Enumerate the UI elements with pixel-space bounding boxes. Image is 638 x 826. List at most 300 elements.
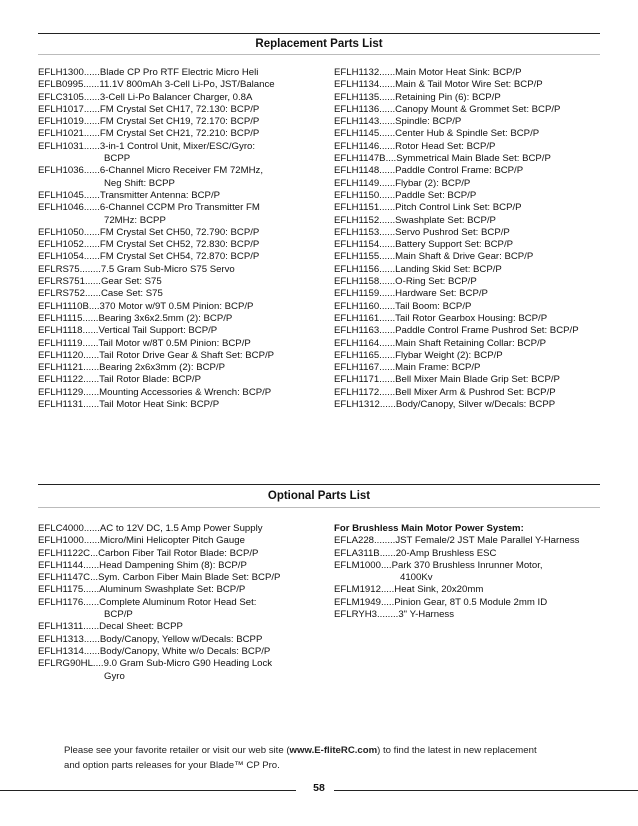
- part-number: EFLH1122: [38, 374, 84, 386]
- part-description: Pitch Control Link Set: BCP/P: [395, 202, 522, 214]
- section-bottom-rule: [38, 54, 600, 55]
- leader-dots: ......: [84, 288, 101, 300]
- leader-dots: ....: [88, 300, 100, 312]
- leader-dots: ......: [83, 165, 100, 177]
- leader-dots: ......: [83, 584, 100, 596]
- part-row: [334, 264, 604, 276]
- part-row: [334, 609, 604, 621]
- part-description: JST Female/2 JST Male Parallel Y-Harness: [395, 535, 580, 547]
- part-description: Main Frame: BCP/P: [395, 362, 481, 374]
- part-row: [38, 646, 328, 658]
- leader-dots: ....: [380, 559, 392, 571]
- part-row: [38, 301, 328, 313]
- part-description: 7.5 Gram Sub-Micro S75 Servo: [100, 263, 235, 275]
- leader-dots: ......: [82, 337, 99, 349]
- part-description: FM Crystal Set CH19, 72.170: BCP/P: [99, 116, 260, 128]
- part-row: [38, 338, 328, 350]
- part-number: EFLH1110B: [38, 300, 89, 312]
- part-row: [38, 560, 328, 572]
- part-row: [334, 288, 604, 300]
- leader-dots: ......: [83, 645, 100, 657]
- leader-dots: ......: [379, 263, 396, 275]
- part-number: EFLH1176: [38, 596, 84, 608]
- part-row: [334, 92, 604, 104]
- part-row: [38, 227, 328, 239]
- part-row: [38, 165, 328, 177]
- leader-dots: ....: [92, 658, 104, 670]
- part-number: EFLC3105: [38, 91, 84, 103]
- part-description: Tail Motor w/8T 0.5M Pinion: BCP/P: [98, 337, 251, 349]
- part-number: EFLH1161: [334, 312, 380, 324]
- part-description: Micro/Mini Helicopter Pitch Gauge: [99, 535, 245, 547]
- part-description: Body/Canopy, Silver w/Decals: BCPP: [395, 399, 556, 411]
- part-description: Bell Mixer Main Blade Grip Set: BCP/P: [395, 374, 560, 386]
- leader-dots: ......: [379, 202, 396, 214]
- part-number: EFLRS75: [38, 263, 80, 275]
- part-description: Tail Boom: BCP/P: [395, 300, 472, 312]
- leader-dots: ......: [83, 374, 100, 386]
- part-row: [38, 350, 328, 362]
- part-row: [38, 362, 328, 374]
- part-number: EFLH1155: [334, 251, 380, 263]
- part-row: [334, 597, 604, 609]
- part-row: [334, 584, 604, 596]
- part-description: Landing Skid Set: BCP/P: [395, 263, 502, 275]
- part-number: EFLH1115: [38, 312, 83, 324]
- leader-dots: ........: [374, 535, 396, 547]
- leader-dots: ......: [379, 547, 396, 559]
- optional-parts-title: Optional Parts List: [267, 490, 371, 502]
- footer-text-before: Please see your favorite retailer or visit our web site (: [64, 745, 290, 756]
- part-number: EFLH1000: [38, 535, 84, 547]
- section-top-rule: [38, 484, 600, 485]
- replacement-parts-title: Replacement Parts List: [255, 38, 383, 50]
- part-row: [334, 104, 604, 116]
- part-number: EFLH1311: [38, 621, 84, 633]
- part-description: Servo Pushrod Set: BCP/P: [395, 226, 510, 238]
- part-description: Mounting Accessories & Wrench: BCP/P: [99, 386, 272, 398]
- leader-dots: ......: [83, 349, 100, 361]
- part-description: Paddle Set: BCP/P: [395, 189, 477, 201]
- part-number: EFLH1119: [38, 337, 83, 349]
- part-number: EFLH1118: [38, 325, 83, 337]
- leader-dots: ......: [379, 91, 396, 103]
- part-number: EFLH1167: [334, 362, 380, 374]
- part-row: [38, 658, 328, 670]
- part-number: EFLH1036: [38, 165, 84, 177]
- part-number: EFLH1149: [334, 177, 380, 189]
- part-row: [334, 79, 604, 91]
- leader-dots: ......: [379, 251, 396, 263]
- leader-dots: ......: [379, 300, 396, 312]
- part-number: EFLH1045: [38, 189, 84, 201]
- leader-dots: ......: [83, 362, 100, 374]
- part-description: Complete Aluminum Rotor Head Set:: [99, 596, 257, 608]
- part-description: Main Shaft & Drive Gear: BCP/P: [395, 251, 534, 263]
- part-number: EFLH1122C: [38, 547, 91, 559]
- leader-dots: ......: [379, 177, 396, 189]
- leader-dots: ....: [385, 153, 397, 165]
- part-row: [38, 276, 328, 288]
- part-row: [38, 251, 328, 263]
- part-description-continued: BCPP: [104, 153, 131, 165]
- leader-dots: ......: [379, 337, 396, 349]
- part-number: EFLH1151: [334, 202, 380, 214]
- part-description: Main Motor Heat Sink: BCP/P: [395, 67, 522, 78]
- part-number: EFLH1052: [38, 239, 84, 251]
- part-row: [38, 597, 328, 609]
- part-number: EFLH1156: [334, 263, 380, 275]
- part-description: Swashplate Set: BCP/P: [395, 214, 496, 226]
- leader-dots: ......: [83, 91, 100, 103]
- part-row: [334, 362, 604, 374]
- part-row: [334, 548, 604, 560]
- part-description: 3" Y-Harness: [398, 609, 455, 621]
- replacement-left-column: [38, 67, 328, 411]
- part-row: [334, 215, 604, 227]
- part-description: Flybar (2): BCP/P: [395, 177, 471, 189]
- part-row: [334, 374, 604, 386]
- leader-dots: ...: [90, 547, 99, 559]
- part-description: Pinion Gear, 8T 0.5 Module 2mm ID: [394, 596, 548, 608]
- part-number: EFLH1144: [38, 559, 84, 571]
- part-row: [334, 350, 604, 362]
- leader-dots: ......: [379, 386, 396, 398]
- leader-dots: ......: [83, 535, 100, 547]
- part-number: EFLH1160: [334, 300, 380, 312]
- part-row: [334, 399, 604, 411]
- brushless-subheading: For Brushless Main Motor Power System:: [334, 523, 524, 534]
- part-description-continued: 4100Kv: [400, 572, 433, 584]
- leader-dots: ......: [83, 67, 100, 78]
- leader-dots: ......: [83, 633, 100, 645]
- part-description: FM Crystal Set CH54, 72.870: BCP/P: [99, 251, 260, 263]
- part-row: [334, 560, 604, 572]
- leader-dots: ......: [379, 239, 396, 251]
- leader-dots: ......: [379, 312, 396, 324]
- part-row: [38, 374, 328, 386]
- part-row: [334, 239, 604, 251]
- part-number: EFLH1159: [334, 288, 380, 300]
- part-number: EFLH1150: [334, 189, 380, 201]
- part-row: [38, 535, 328, 547]
- part-description: Symmetrical Main Blade Set: BCP/P: [396, 153, 551, 165]
- part-row: [334, 251, 604, 263]
- part-description: Sym. Carbon Fiber Main Blade Set: BCP/P: [98, 572, 281, 584]
- part-number: EFLRS752: [38, 288, 85, 300]
- part-description: Body/Canopy, Yellow w/Decals: BCPP: [99, 633, 263, 645]
- part-number: EFLM1912: [334, 584, 381, 596]
- part-description: Paddle Control Frame: BCP/P: [395, 165, 524, 177]
- leader-dots: ........: [377, 609, 399, 621]
- section-bottom-rule: [38, 507, 600, 508]
- part-description: Rotor Head Set: BCP/P: [395, 140, 496, 152]
- part-number: EFLH1164: [334, 337, 380, 349]
- leader-dots: ......: [83, 116, 100, 128]
- part-number: EFLA228: [334, 535, 375, 547]
- part-row: [38, 572, 328, 584]
- part-description-continued: Neg Shift: BCPP: [104, 177, 175, 189]
- part-description: Vertical Tail Support: BCP/P: [98, 325, 218, 337]
- part-description: 3-in-1 Control Unit, Mixer/ESC/Gyro:: [99, 140, 256, 152]
- leader-dots: ......: [379, 362, 396, 374]
- leader-dots: ......: [83, 523, 100, 534]
- leader-dots: ......: [83, 559, 100, 571]
- part-row: [38, 523, 328, 535]
- part-row: [38, 399, 328, 411]
- part-row: [38, 584, 328, 596]
- part-description-continued: BCP/P: [104, 609, 133, 621]
- part-number: EFLH1148: [334, 165, 380, 177]
- part-number: EFLRG90HL: [38, 658, 93, 670]
- part-number: EFLH1146: [334, 140, 380, 152]
- part-description: Tail Rotor Gearbox Housing: BCP/P: [395, 312, 548, 324]
- leader-dots: ......: [83, 596, 100, 608]
- part-description: Decal Sheet: BCPP: [99, 621, 183, 633]
- part-number: EFLH1154: [334, 239, 380, 251]
- part-row: [38, 190, 328, 202]
- part-description: Carbon Fiber Tail Rotor Blade: BCP/P: [98, 547, 259, 559]
- part-number: EFLM1000: [334, 559, 381, 571]
- part-description: 6-Channel Micro Receiver FM 72MHz,: [99, 165, 264, 177]
- part-description: Head Dampening Shim (8): BCP/P: [99, 559, 247, 571]
- part-description: Flybar Weight (2): BCP/P: [395, 349, 503, 361]
- part-row: [334, 535, 604, 547]
- part-row: [38, 141, 328, 153]
- part-row: [38, 621, 328, 633]
- footer-line-2: and option parts releases for your Blade™ CP Pro.: [64, 760, 280, 771]
- part-description: Main Shaft Retaining Collar: BCP/P: [395, 337, 547, 349]
- part-row: [334, 190, 604, 202]
- section-top-rule: [38, 33, 600, 34]
- part-row: [334, 301, 604, 313]
- part-number: EFLH1017: [38, 103, 84, 115]
- part-row: [334, 325, 604, 337]
- leader-dots: ......: [83, 189, 100, 201]
- part-number: EFLRS751: [38, 276, 85, 288]
- footer-text-after: ) to find the latest in new replacement: [377, 745, 537, 756]
- leader-dots: ......: [379, 189, 396, 201]
- part-row: [38, 239, 328, 251]
- part-description: 6-Channel CCPM Pro Transmitter FM: [99, 202, 260, 214]
- part-description: Tail Rotor Blade: BCP/P: [99, 374, 202, 386]
- part-description: Tail Motor Heat Sink: BCP/P: [99, 399, 220, 411]
- part-number: EFLH1172: [334, 386, 380, 398]
- part-row: [334, 276, 604, 288]
- part-description: 11.1V 800mAh 3-Cell Li-Po, JST/Balance: [99, 79, 275, 91]
- part-row: [38, 104, 328, 116]
- part-number: EFLH1129: [38, 386, 84, 398]
- website-link[interactable]: www.E-fliteRC.com: [289, 745, 378, 756]
- part-description: Main & Tail Motor Wire Set: BCP/P: [395, 79, 543, 91]
- leader-dots: ......: [379, 67, 396, 78]
- leader-dots: ......: [379, 116, 396, 128]
- optional-left-column: [38, 523, 328, 683]
- part-description: Aluminum Swashplate Set: BCP/P: [99, 584, 246, 596]
- leader-dots: ......: [82, 312, 99, 324]
- part-description-continued: Gyro: [104, 670, 125, 682]
- part-number: EFLH1131: [38, 399, 84, 411]
- part-number: EFLH1143: [334, 116, 380, 128]
- part-number: EFLH1147B: [334, 153, 386, 165]
- part-row: [334, 128, 604, 140]
- part-number: EFLH1121: [38, 362, 84, 374]
- part-number: EFLH1314: [38, 645, 84, 657]
- part-number: EFLH1163: [334, 325, 380, 337]
- part-row: [38, 128, 328, 140]
- replacement-right-column: [334, 67, 604, 411]
- part-number: EFLA311B: [334, 547, 380, 559]
- leader-dots: ......: [83, 226, 100, 238]
- part-number: EFLH1021: [38, 128, 84, 140]
- leader-dots: ......: [83, 202, 100, 214]
- part-description: Retaining Pin (6): BCP/P: [395, 91, 501, 103]
- part-number: EFLRYH3: [334, 609, 378, 621]
- part-description: Transmitter Antenna: BCP/P: [99, 189, 221, 201]
- part-number: EFLH1046: [38, 202, 84, 214]
- part-row: [334, 141, 604, 153]
- part-description: Hardware Set: BCP/P: [395, 288, 488, 300]
- page-number: 58: [313, 782, 325, 794]
- part-row: [38, 325, 328, 337]
- part-row: [334, 67, 604, 79]
- leader-dots: ...: [90, 572, 99, 584]
- part-description: FM Crystal Set CH52, 72.830: BCP/P: [99, 239, 260, 251]
- part-description: Body/Canopy, White w/o Decals: BCP/P: [99, 645, 271, 657]
- part-number: EFLM1949: [334, 596, 381, 608]
- part-row: [334, 313, 604, 325]
- part-number: EFLH1134: [334, 79, 380, 91]
- part-row: [334, 116, 604, 128]
- part-description: Battery Support Set: BCP/P: [395, 239, 514, 251]
- leader-dots: ......: [379, 325, 396, 337]
- part-description: Blade CP Pro RTF Electric Micro Heli: [99, 67, 259, 78]
- brushless-parts-list: [334, 535, 604, 621]
- leader-dots: ......: [83, 621, 100, 633]
- leader-dots: ......: [83, 386, 100, 398]
- leader-dots: ......: [379, 128, 396, 140]
- part-description: Canopy Mount & Grommet Set: BCP/P: [395, 103, 561, 115]
- part-number: EFLH1171: [334, 374, 380, 386]
- part-number: EFLH1312: [334, 399, 380, 411]
- part-number: EFLC4000: [38, 523, 84, 534]
- part-description: FM Crystal Set CH50, 72.790: BCP/P: [99, 226, 260, 238]
- part-number: EFLH1136: [334, 103, 380, 115]
- part-description: Center Hub & Spindle Set: BCP/P: [395, 128, 540, 140]
- part-number: EFLH1313: [38, 633, 84, 645]
- leader-dots: ......: [379, 226, 396, 238]
- part-description: Bearing 3x6x2.5mm (2): BCP/P: [98, 312, 233, 324]
- part-description: Spindle: BCP/P: [395, 116, 462, 128]
- leader-dots: ......: [83, 399, 100, 411]
- part-row: [334, 153, 604, 165]
- leader-dots: ......: [379, 103, 396, 115]
- part-row: [334, 227, 604, 239]
- page-number-rule-right: [334, 790, 638, 791]
- leader-dots: ........: [79, 263, 101, 275]
- part-row: [38, 288, 328, 300]
- leader-dots: ......: [379, 276, 396, 288]
- optional-right-column: [334, 523, 604, 621]
- part-row: [334, 338, 604, 350]
- leader-dots: ......: [379, 399, 396, 411]
- leader-dots: ......: [379, 288, 396, 300]
- leader-dots: ......: [83, 79, 100, 91]
- leader-dots: ......: [83, 128, 100, 140]
- part-description-continued: 72MHz: BCPP: [104, 214, 166, 226]
- part-description: 9.0 Gram Sub-Micro G90 Heading Lock: [103, 658, 273, 670]
- part-number: EFLH1158: [334, 276, 380, 288]
- part-row: [38, 387, 328, 399]
- part-row: [38, 67, 328, 79]
- part-number: EFLH1175: [38, 584, 84, 596]
- part-number: EFLH1153: [334, 226, 380, 238]
- part-number: EFLH1152: [334, 214, 380, 226]
- leader-dots: ......: [83, 140, 100, 152]
- part-row: [38, 548, 328, 560]
- part-description: Paddle Control Frame Pushrod Set: BCP/P: [395, 325, 579, 337]
- part-row: [38, 202, 328, 214]
- part-number: EFLH1300: [38, 67, 84, 78]
- leader-dots: .....: [380, 596, 395, 608]
- part-description: Gear Set: S75: [100, 276, 162, 288]
- part-row: [334, 387, 604, 399]
- part-row: [38, 634, 328, 646]
- part-row: [38, 92, 328, 104]
- part-row: [38, 313, 328, 325]
- part-number: EFLH1135: [334, 91, 380, 103]
- part-description: 370 Motor w/9T 0.5M Pinion: BCP/P: [99, 300, 254, 312]
- part-description: FM Crystal Set CH21, 72.210: BCP/P: [99, 128, 260, 140]
- part-description: Park 370 Brushless Inrunner Motor,: [391, 559, 543, 571]
- part-row: [334, 178, 604, 190]
- leader-dots: ......: [379, 374, 396, 386]
- part-row: [38, 116, 328, 128]
- footer-note: [64, 743, 584, 773]
- part-number: EFLH1145: [334, 128, 380, 140]
- part-number: EFLH1031: [38, 140, 84, 152]
- part-row: [38, 79, 328, 91]
- part-row: [334, 165, 604, 177]
- part-description: Bell Mixer Arm & Pushrod Set: BCP/P: [395, 386, 556, 398]
- part-number: EFLH1165: [334, 349, 380, 361]
- leader-dots: ......: [82, 325, 99, 337]
- part-number: EFLB0995: [38, 79, 84, 91]
- leader-dots: ......: [83, 239, 100, 251]
- part-description: Heat Sink, 20x20mm: [394, 584, 484, 596]
- part-description: AC to 12V DC, 1.5 Amp Power Supply: [99, 523, 263, 534]
- part-row: [334, 202, 604, 214]
- leader-dots: ......: [84, 276, 101, 288]
- part-number: EFLH1120: [38, 349, 84, 361]
- part-number: EFLH1147C: [38, 572, 91, 584]
- part-description: 20-Amp Brushless ESC: [395, 547, 497, 559]
- part-description: Case Set: S75: [100, 288, 163, 300]
- leader-dots: ......: [379, 214, 396, 226]
- leader-dots: .....: [380, 584, 395, 596]
- part-description: O-Ring Set: BCP/P: [395, 276, 477, 288]
- part-number: EFLH1054: [38, 251, 84, 263]
- part-description: Bearing 2x6x3mm (2): BCP/P: [99, 362, 225, 374]
- leader-dots: ......: [379, 140, 396, 152]
- part-row: [38, 264, 328, 276]
- leader-dots: ......: [83, 103, 100, 115]
- leader-dots: ......: [379, 165, 396, 177]
- part-number: EFLH1050: [38, 226, 84, 238]
- part-description: 3-Cell Li-Po Balancer Charger, 0.8A: [99, 91, 253, 103]
- part-description: Tail Rotor Drive Gear & Shaft Set: BCP/P: [99, 349, 275, 361]
- leader-dots: ......: [379, 79, 396, 91]
